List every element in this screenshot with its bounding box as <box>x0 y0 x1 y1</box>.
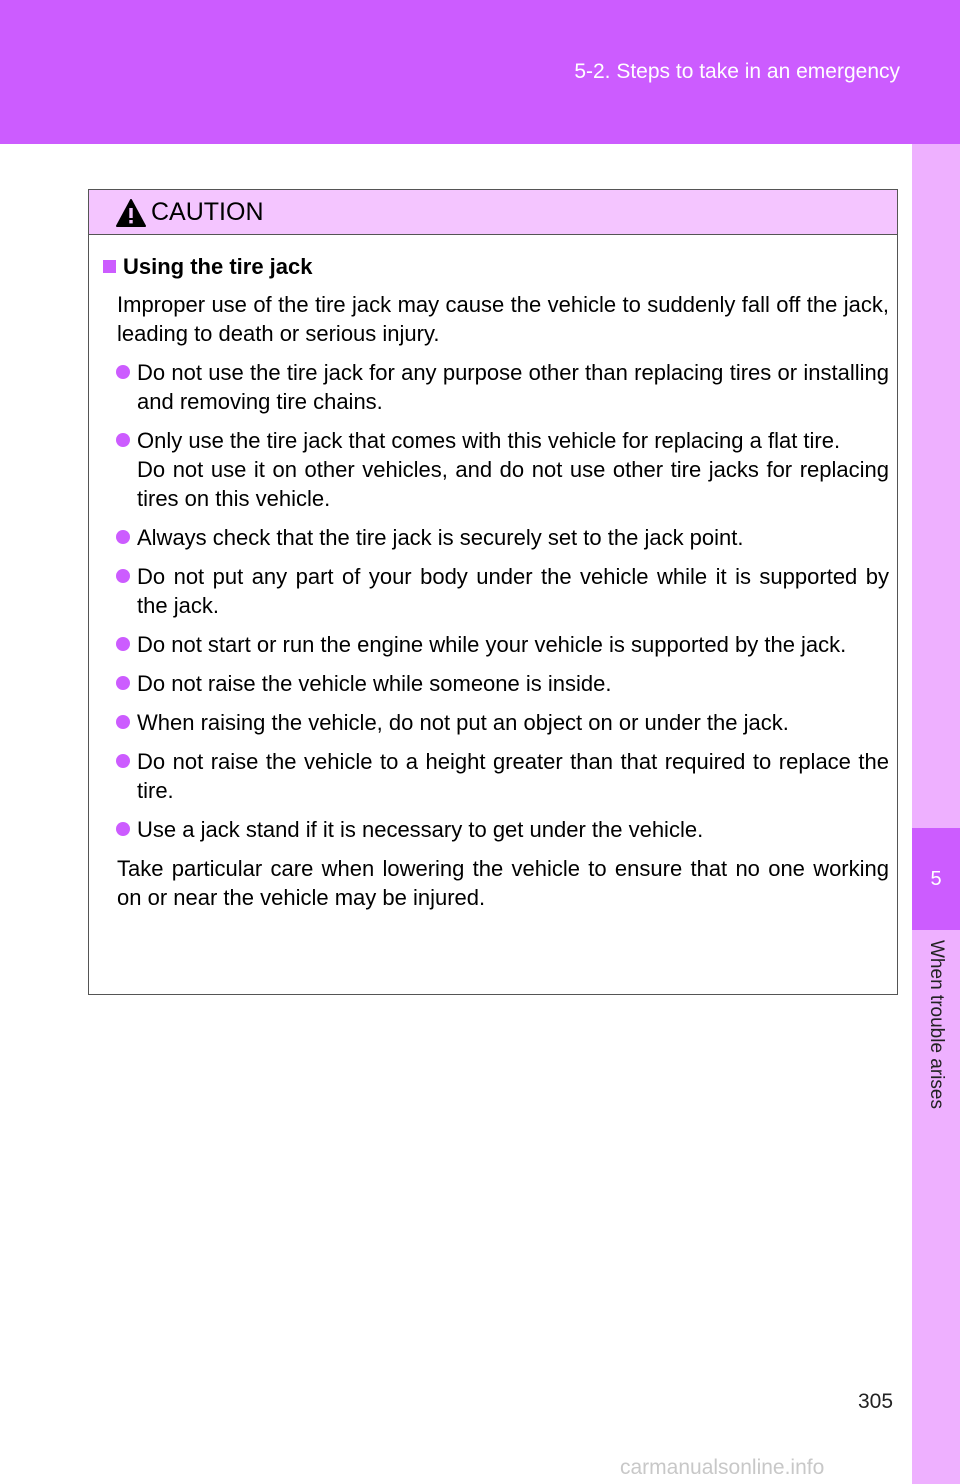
bullet-item <box>137 358 889 416</box>
circle-bullet-icon <box>116 637 130 651</box>
bullet-text: Only use the tire jack that comes with this vehicle for replacing a flat tire. <box>137 428 841 453</box>
bullet-text: When raising the vehicle, do not put an object on or under the jack. <box>137 710 789 735</box>
intro-paragraph: Improper use of the tire jack may cause the vehicle to suddenly fall off the jack, leading to death or serious injury. <box>117 292 889 346</box>
caution-content <box>89 234 899 922</box>
bullet-text: Use a jack stand if it is necessary to get under the vehicle. <box>137 817 704 842</box>
circle-bullet-icon <box>116 754 130 768</box>
bullet-text-continued: Do not use it on other vehicles, and do not use other tire jacks for replacing tires on this vehicle. <box>137 457 889 511</box>
caution-label: CAUTION <box>151 198 264 226</box>
section-title: 5-2. Steps to take in an emergency <box>574 60 900 83</box>
section-heading <box>103 252 889 281</box>
bullet-item <box>137 630 889 659</box>
bullet-item <box>137 708 889 737</box>
circle-bullet-icon <box>116 569 130 583</box>
circle-bullet-icon <box>116 530 130 544</box>
chapter-title: When trouble arises <box>926 940 947 1109</box>
header-band <box>0 0 960 144</box>
section-heading-text: Using the tire jack <box>123 254 313 279</box>
bullet-text: Do not start or run the engine while your vehicle is supported by the jack. <box>137 632 847 657</box>
circle-bullet-icon <box>116 365 130 379</box>
circle-bullet-icon <box>116 676 130 690</box>
watermark: carmanualsonline.info <box>620 1456 825 1479</box>
bullet-item <box>137 669 889 698</box>
bullet-text: Do not use the tire jack for any purpose other than replacing tires or installing and removing tire chains. <box>137 360 889 414</box>
bullet-item <box>137 426 889 513</box>
bullet-text: Do not raise the vehicle to a height greater than that required to replace the tire. <box>137 749 889 803</box>
bullet-item <box>137 562 889 620</box>
bullet-text: Do not put any part of your body under the vehicle while it is supported by the jack. <box>137 564 889 618</box>
bullet-text: Always check that the tire jack is securely set to the jack point. <box>137 525 744 550</box>
warning-triangle-icon <box>115 198 147 228</box>
side-tab <box>912 144 960 1484</box>
caution-box <box>88 189 898 995</box>
circle-bullet-icon <box>116 715 130 729</box>
bullet-item <box>137 815 889 844</box>
bullet-item <box>137 747 889 805</box>
square-bullet-icon <box>103 260 116 273</box>
circle-bullet-icon <box>116 433 130 447</box>
bullet-text: Do not raise the vehicle while someone is inside. <box>137 671 612 696</box>
page-number: 305 <box>858 1390 894 1413</box>
bullet-item <box>137 523 889 552</box>
caution-header <box>89 190 897 235</box>
chapter-number: 5 <box>912 828 960 930</box>
closing-paragraph: Take particular care when lowering the vehicle to ensure that no one working on or near the vehicle may be injured. <box>117 856 889 910</box>
circle-bullet-icon <box>116 822 130 836</box>
